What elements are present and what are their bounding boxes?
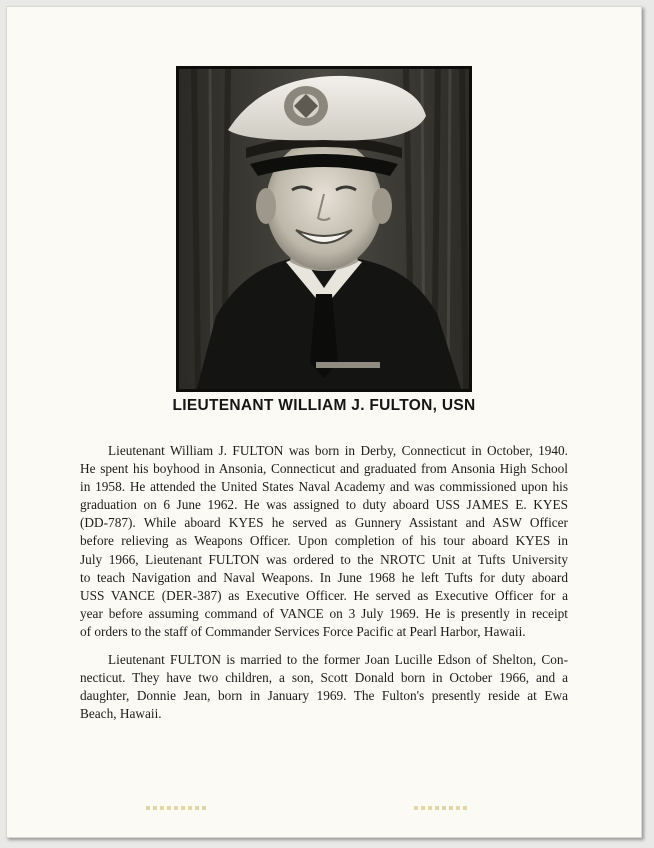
text-line: necticut. They have two children, a son, Scott Donald born in October 1966, and a <box>80 670 568 686</box>
text-line: Lieutenant William J. FULTON was born in Derby, Connecticut in October, 1940. <box>108 443 568 458</box>
bleed-through-marks <box>146 806 206 810</box>
text-line: in 1958. He attended the United States Naval Academy and was commissioned upon his <box>80 479 568 495</box>
page-sheet <box>6 6 642 838</box>
text-line: of orders to the staff of Commander Services Force Pacific at Pearl Harbor, Hawaii. <box>80 623 526 639</box>
text-line: (DD-787). While aboard KYES he served as Gunnery Assistant and ASW Officer <box>80 515 568 531</box>
text-line: to teach Navigation and Naval Weapons. In June 1968 he left Tufts for duty aboard <box>80 569 568 585</box>
bleed-through-marks <box>414 806 470 810</box>
text-line: Lieutenant FULTON is married to the former Joan Lucille Edson of Shelton, Con- <box>108 652 568 668</box>
text-line: before relieving as Weapons Officer. Upon completion of his tour aboard KYES in <box>80 533 568 549</box>
biography-paragraph-1 <box>80 442 568 641</box>
biography-text <box>80 442 568 733</box>
biography-paragraph-2 <box>80 651 568 723</box>
text-line: daughter, Donnie Jean, born in January 1969. The Fulton's presently reside at Ewa <box>80 688 568 704</box>
text-line: USS VANCE (DER-387) as Executive Officer. He served as Executive Officer for a <box>80 587 568 603</box>
photo-caption: LIEUTENANT WILLIAM J. FULTON, USN <box>172 397 476 414</box>
text-line: year before assuming command of VANCE on 3 July 1969. He is presently in receipt <box>80 605 568 621</box>
text-line: He spent his boyhood in Ansonia, Connecticut and graduated from Ansonia High School <box>80 461 568 477</box>
text-line: Beach, Hawaii. <box>80 706 162 722</box>
portrait-photo <box>176 66 472 392</box>
text-line: graduation on 6 June 1962. He was assigned to duty aboard USS JAMES E. KYES <box>80 497 568 513</box>
text-line: July 1966, Lieutenant FULTON was ordered to the NROTC Unit at Tufts University <box>80 551 568 567</box>
